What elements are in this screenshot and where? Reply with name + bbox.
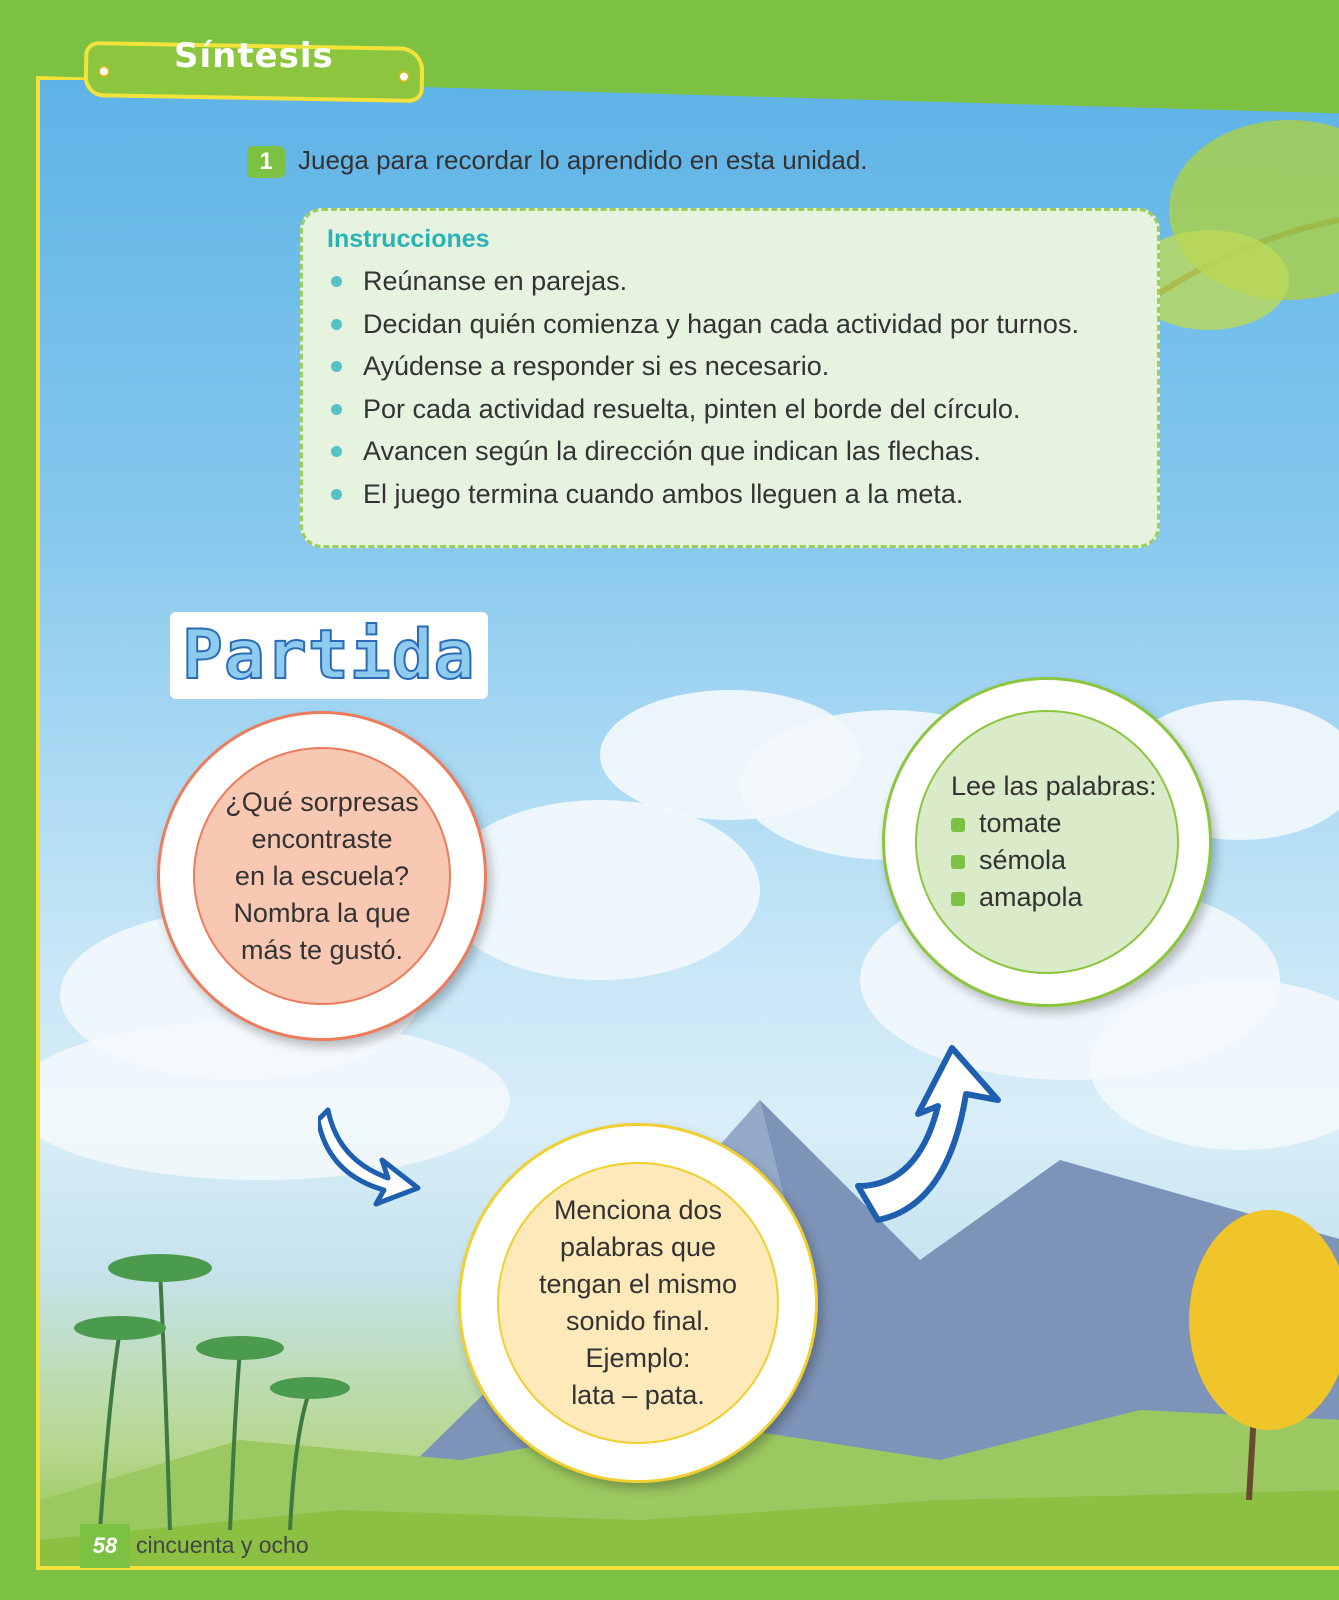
instructions-box	[300, 208, 1160, 548]
arrow-down-right-icon	[318, 1100, 428, 1210]
instruction-item: Por cada actividad resuelta, pinten el borde del círculo.	[327, 388, 1133, 431]
page-number: 58	[80, 1524, 130, 1568]
yellow-tree-illustration	[1179, 1200, 1339, 1500]
instruction-item: Reúnanse en parejas.	[327, 260, 1133, 303]
activity-number-badge: 1	[247, 146, 285, 178]
word-item: sémola	[951, 842, 1083, 879]
page-number-text: cincuenta y ocho	[136, 1532, 309, 1558]
words-intro: Lee las palabras:	[951, 771, 1157, 801]
start-label: Partida	[170, 612, 488, 699]
instruction-item: Decidan quién comienza y hagan cada actividad por turnos.	[327, 303, 1133, 346]
section-title: Síntesis	[174, 36, 334, 76]
question-circle-2-inner: Menciona dos palabras que tengan el mismo sonido final. Ejemplo: lata – pata.	[497, 1162, 779, 1444]
question-circle-1	[157, 711, 487, 1041]
word-item: tomate	[951, 805, 1083, 842]
question-circle-1-inner: ¿Qué sorpresas encontraste en la escuela? Nombra la que más te gustó.	[193, 747, 451, 1005]
activity-prompt: Juega para recordar lo aprendido en esta unidad.	[298, 145, 868, 175]
word-list	[951, 805, 1083, 916]
instruction-item: Ayúdense a responder si es necesario.	[327, 345, 1133, 388]
instruction-item: El juego termina cuando ambos lleguen a la meta.	[327, 473, 1133, 516]
palm-trees-illustration	[40, 1210, 380, 1530]
question-circle-3	[882, 677, 1212, 1007]
word-item: amapola	[951, 879, 1083, 916]
question-circle-3-inner	[915, 710, 1179, 974]
instructions-title: Instrucciones	[327, 225, 490, 253]
arrow-up-right-icon	[848, 1036, 1008, 1226]
question-circle-2	[458, 1123, 818, 1483]
instructions-list	[327, 260, 1133, 515]
instruction-item: Avancen según la dirección que indican las flechas.	[327, 430, 1133, 473]
